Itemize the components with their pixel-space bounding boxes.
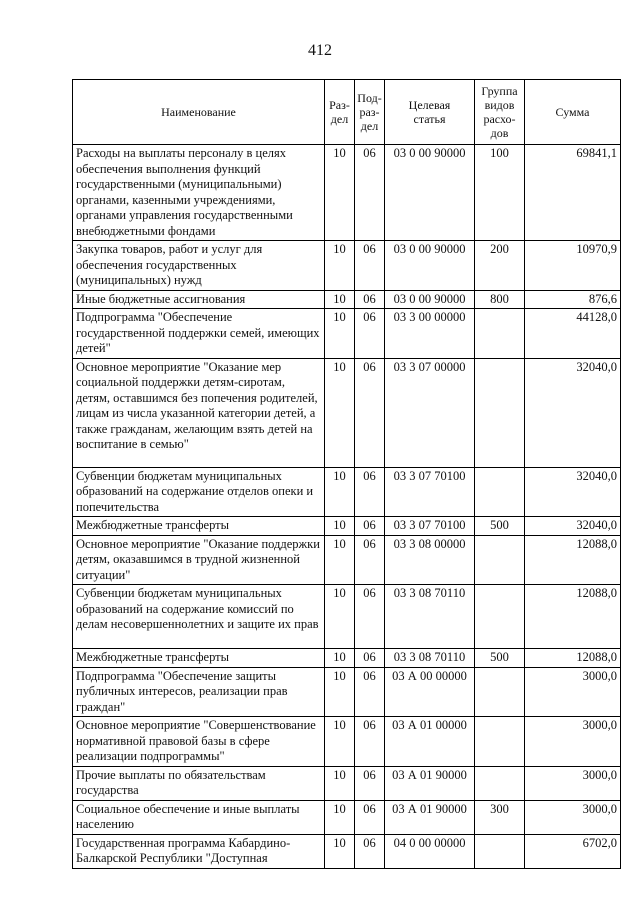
header-podrazdel: Под- раз- дел xyxy=(355,80,385,145)
cell-name: Подпрограмма "Обеспечение защиты публичных интересов, реализации прав граждан" xyxy=(73,667,325,717)
cell-razdel: 10 xyxy=(325,290,355,309)
cell-celevaya: 03 0 00 90000 xyxy=(385,290,475,309)
cell-gruppa: 200 xyxy=(475,241,525,291)
table-row xyxy=(73,309,621,359)
table-row xyxy=(73,145,621,241)
cell-celevaya: 03 А 00 00000 xyxy=(385,667,475,717)
cell-razdel: 10 xyxy=(325,649,355,668)
cell-gruppa xyxy=(475,309,525,359)
table-row xyxy=(73,834,621,868)
cell-razdel: 10 xyxy=(325,800,355,834)
cell-celevaya: 03 3 07 70100 xyxy=(385,467,475,517)
page-number: 412 xyxy=(308,42,332,59)
cell-podrazdel: 06 xyxy=(355,241,385,291)
table-row xyxy=(73,517,621,536)
cell-name: Социальное обеспечение и иные выплаты населению xyxy=(73,800,325,834)
table-row xyxy=(73,585,621,649)
cell-podrazdel: 06 xyxy=(355,766,385,800)
cell-celevaya: 03 3 08 00000 xyxy=(385,535,475,585)
cell-gruppa: 500 xyxy=(475,517,525,536)
cell-celevaya: 03 3 00 00000 xyxy=(385,309,475,359)
cell-podrazdel: 06 xyxy=(355,309,385,359)
cell-summa: 12088,0 xyxy=(525,649,621,668)
cell-celevaya: 03 0 00 90000 xyxy=(385,241,475,291)
cell-podrazdel: 06 xyxy=(355,535,385,585)
cell-gruppa xyxy=(475,717,525,767)
cell-summa: 3000,0 xyxy=(525,766,621,800)
cell-celevaya: 04 0 00 00000 xyxy=(385,834,475,868)
cell-name: Субвенции бюджетам муниципальных образований на содержание отделов опеки и попечительства xyxy=(73,467,325,517)
cell-summa: 44128,0 xyxy=(525,309,621,359)
table-row xyxy=(73,649,621,668)
header-name: Наименование xyxy=(73,80,325,145)
cell-razdel: 10 xyxy=(325,241,355,291)
cell-gruppa xyxy=(475,535,525,585)
cell-name: Основное мероприятие "Оказание поддержки детям, оказавшимся в трудной жизненной ситуации" xyxy=(73,535,325,585)
cell-summa: 32040,0 xyxy=(525,467,621,517)
cell-gruppa: 800 xyxy=(475,290,525,309)
cell-gruppa: 100 xyxy=(475,145,525,241)
cell-celevaya: 03 3 07 00000 xyxy=(385,358,475,467)
cell-razdel: 10 xyxy=(325,145,355,241)
cell-razdel: 10 xyxy=(325,467,355,517)
cell-name: Основное мероприятие "Совершенствование нормативной правовой базы в сфере реализации подпрограммы" xyxy=(73,717,325,767)
cell-summa: 32040,0 xyxy=(525,517,621,536)
cell-name: Субвенции бюджетам муниципальных образований на содержание комиссий по делам несовершеннолетних и защите их прав xyxy=(73,585,325,649)
cell-summa: 6702,0 xyxy=(525,834,621,868)
cell-razdel: 10 xyxy=(325,667,355,717)
cell-name: Расходы на выплаты персоналу в целях обеспечения выполнения функций государственными (муниципальными) органами, казенными учреждениями, органами управления государственными внебюджетными фондами xyxy=(73,145,325,241)
cell-summa: 32040,0 xyxy=(525,358,621,467)
cell-summa: 69841,1 xyxy=(525,145,621,241)
cell-celevaya: 03 0 00 90000 xyxy=(385,145,475,241)
cell-razdel: 10 xyxy=(325,717,355,767)
cell-celevaya: 03 А 01 90000 xyxy=(385,766,475,800)
cell-celevaya: 03 3 08 70110 xyxy=(385,649,475,668)
cell-gruppa: 300 xyxy=(475,800,525,834)
cell-gruppa xyxy=(475,667,525,717)
header-summa: Сумма xyxy=(525,80,621,145)
budget-table xyxy=(72,79,621,869)
cell-summa: 10970,9 xyxy=(525,241,621,291)
cell-podrazdel: 06 xyxy=(355,717,385,767)
cell-podrazdel: 06 xyxy=(355,649,385,668)
cell-name: Иные бюджетные ассигнования xyxy=(73,290,325,309)
table-header xyxy=(73,80,621,145)
table-body xyxy=(73,145,621,869)
cell-podrazdel: 06 xyxy=(355,800,385,834)
cell-gruppa xyxy=(475,585,525,649)
cell-razdel: 10 xyxy=(325,309,355,359)
cell-podrazdel: 06 xyxy=(355,834,385,868)
table-row xyxy=(73,467,621,517)
cell-celevaya: 03 3 07 70100 xyxy=(385,517,475,536)
cell-name: Закупка товаров, работ и услуг для обеспечения государственных (муниципальных) нужд xyxy=(73,241,325,291)
cell-razdel: 10 xyxy=(325,766,355,800)
cell-summa: 3000,0 xyxy=(525,800,621,834)
cell-gruppa xyxy=(475,467,525,517)
cell-gruppa xyxy=(475,766,525,800)
cell-name: Государственная программа Кабардино-Балкарской Республики "Доступная xyxy=(73,834,325,868)
cell-name: Межбюджетные трансферты xyxy=(73,649,325,668)
cell-razdel: 10 xyxy=(325,358,355,467)
cell-razdel: 10 xyxy=(325,834,355,868)
cell-gruppa xyxy=(475,834,525,868)
cell-podrazdel: 06 xyxy=(355,667,385,717)
header-razdel: Раз- дел xyxy=(325,80,355,145)
header-celevaya: Целевая статья xyxy=(385,80,475,145)
cell-celevaya: 03 А 01 90000 xyxy=(385,800,475,834)
table-row xyxy=(73,766,621,800)
table-row xyxy=(73,800,621,834)
header-gruppa: Группа видов расхо- дов xyxy=(475,80,525,145)
cell-podrazdel: 06 xyxy=(355,585,385,649)
cell-summa: 876,6 xyxy=(525,290,621,309)
cell-name: Прочие выплаты по обязательствам государства xyxy=(73,766,325,800)
cell-celevaya: 03 А 01 00000 xyxy=(385,717,475,767)
cell-summa: 3000,0 xyxy=(525,667,621,717)
cell-podrazdel: 06 xyxy=(355,517,385,536)
cell-podrazdel: 06 xyxy=(355,467,385,517)
cell-gruppa: 500 xyxy=(475,649,525,668)
cell-summa: 3000,0 xyxy=(525,717,621,767)
header-row xyxy=(73,80,621,145)
cell-name: Основное мероприятие "Оказание мер социальной поддержки детям-сиротам, детям, оставшимся без попечения родителей, лицам из числа указанной категории детей, а также гражданам, желающим взять детей на воспитание в семью" xyxy=(73,358,325,467)
table-row xyxy=(73,667,621,717)
table-row xyxy=(73,358,621,467)
cell-razdel: 10 xyxy=(325,517,355,536)
cell-podrazdel: 06 xyxy=(355,358,385,467)
table-row xyxy=(73,535,621,585)
table-row xyxy=(73,241,621,291)
table-row xyxy=(73,290,621,309)
cell-name: Подпрограмма "Обеспечение государственной поддержки семей, имеющих детей" xyxy=(73,309,325,359)
cell-razdel: 10 xyxy=(325,535,355,585)
table-row xyxy=(73,717,621,767)
cell-summa: 12088,0 xyxy=(525,585,621,649)
cell-podrazdel: 06 xyxy=(355,290,385,309)
cell-podrazdel: 06 xyxy=(355,145,385,241)
cell-gruppa xyxy=(475,358,525,467)
cell-razdel: 10 xyxy=(325,585,355,649)
cell-name: Межбюджетные трансферты xyxy=(73,517,325,536)
cell-celevaya: 03 3 08 70110 xyxy=(385,585,475,649)
cell-summa: 12088,0 xyxy=(525,535,621,585)
